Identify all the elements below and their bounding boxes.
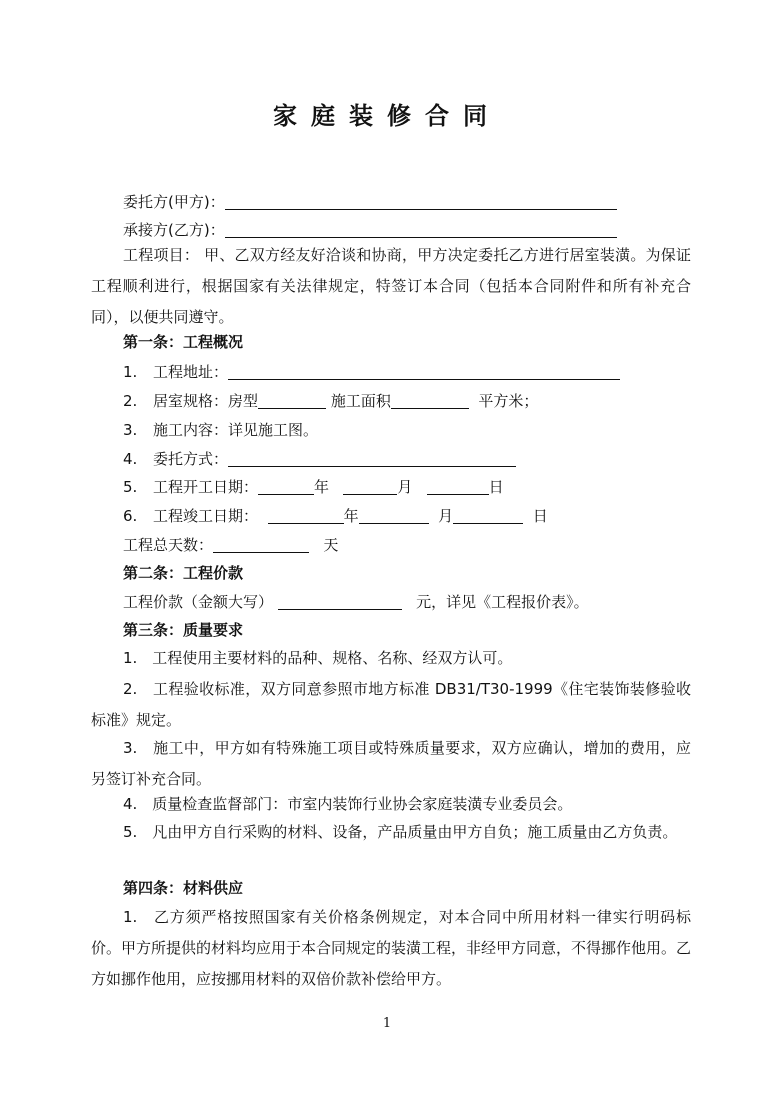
finish-num: 6. [123, 507, 138, 525]
finish-month-blank[interactable] [359, 508, 429, 524]
page-number: 1 [382, 1016, 392, 1031]
finish-year-blank[interactable] [268, 508, 344, 524]
price-row [123, 592, 589, 612]
method-blank[interactable] [228, 451, 516, 467]
start-year-blank[interactable] [258, 479, 314, 495]
article4-heading: 第四条：材料供应 [123, 879, 244, 897]
content-row [123, 420, 318, 440]
quality-item-4: 4. 质量检查监督部门：市室内装饰行业协会家庭装潢专业委员会。 [123, 795, 573, 813]
party-a-blank[interactable] [225, 194, 617, 210]
start-label: 工程开工日期： [153, 478, 259, 496]
article1-heading: 第一条：工程概况 [123, 333, 244, 351]
method-row [123, 449, 516, 469]
room-type-label: 房型 [228, 392, 259, 410]
party-b-label: 承接方(乙方)： [123, 221, 225, 239]
room-type-blank[interactable] [258, 393, 326, 409]
total-days-blank[interactable] [213, 537, 309, 553]
start-num: 5. [123, 478, 138, 496]
address-num: 1. [123, 363, 138, 381]
finish-date-row [123, 506, 548, 526]
article3-heading: 第三条：质量要求 [123, 621, 244, 639]
spec-num: 2. [123, 392, 138, 410]
spec-row [123, 391, 538, 411]
start-month-label: 月 [397, 478, 413, 496]
contract-title: 家庭装修合同 [273, 101, 501, 130]
start-day-label: 日 [488, 478, 504, 496]
project-intro: 工程项目： 甲、乙双方经友好洽谈和协商，甲方决定委托乙方进行居室装潢。为保证工程顺利进行，根据国家有关法律规定，特签订本合同（包括本合同附件和所有补充合同），以便共同遵守。 [91, 246, 691, 326]
price-label: 工程价款（金额大写） [123, 593, 274, 611]
article2-heading: 第二条：工程价款 [123, 564, 244, 582]
quality-item-1: 1. 工程使用主要材料的品种、规格、名称、经双方认可。 [123, 649, 513, 667]
start-year-label: 年 [314, 478, 330, 496]
party-a-label: 委托方(甲方)： [123, 193, 225, 211]
finish-month-label: 月 [438, 507, 454, 525]
spec-label: 居室规格： [153, 392, 229, 410]
address-blank[interactable] [228, 364, 620, 380]
address-row [123, 362, 620, 382]
party-b-blank[interactable] [225, 222, 617, 238]
start-day-blank[interactable] [427, 479, 489, 495]
area-blank[interactable] [391, 393, 469, 409]
content-num: 3. [123, 421, 138, 439]
party-b-row [123, 220, 617, 240]
address-label: 工程地址： [153, 363, 229, 381]
method-label: 委托方式： [153, 450, 229, 468]
method-num: 4. [123, 450, 138, 468]
finish-day-blank[interactable] [453, 508, 523, 524]
area-unit: 平方米； [478, 392, 539, 410]
total-days-row [123, 535, 338, 555]
quality-item-5: 5. 凡由甲方自行采购的材料、设备，产品质量由甲方自负；施工质量由乙方负责。 [123, 823, 678, 841]
total-days-label: 工程总天数： [123, 536, 214, 554]
price-suffix: 元，详见《工程报价表》。 [416, 593, 589, 611]
price-blank[interactable] [278, 594, 402, 610]
start-month-blank[interactable] [343, 479, 397, 495]
content-text: 施工内容：详见施工图。 [153, 421, 319, 439]
start-date-row [123, 477, 504, 497]
finish-year-label: 年 [343, 507, 359, 525]
area-label: 施工面积 [330, 392, 391, 410]
finish-day-label: 日 [532, 507, 548, 525]
quality-item-2: 2. 工程验收标准，双方同意参照市地方标准 DB31/T30-1999《住宅装饰装修验收标准》规定。 [91, 680, 691, 729]
finish-label: 工程竣工日期： [153, 507, 259, 525]
total-days-unit: 天 [323, 536, 339, 554]
quality-item-3: 3. 施工中，甲方如有特殊施工项目或特殊质量要求，双方应确认，增加的费用，应另签订补充合同。 [91, 739, 691, 788]
material-item-1: 1. 乙方须严格按照国家有关价格条例规定，对本合同中所用材料一律实行明码标价。甲方所提供的材料均应用于本合同规定的装潢工程，非经甲方同意，不得挪作他用。乙方如挪作他用，应按挪用材料的双倍价款补偿给甲方。 [91, 908, 692, 988]
party-a-row [123, 192, 617, 212]
